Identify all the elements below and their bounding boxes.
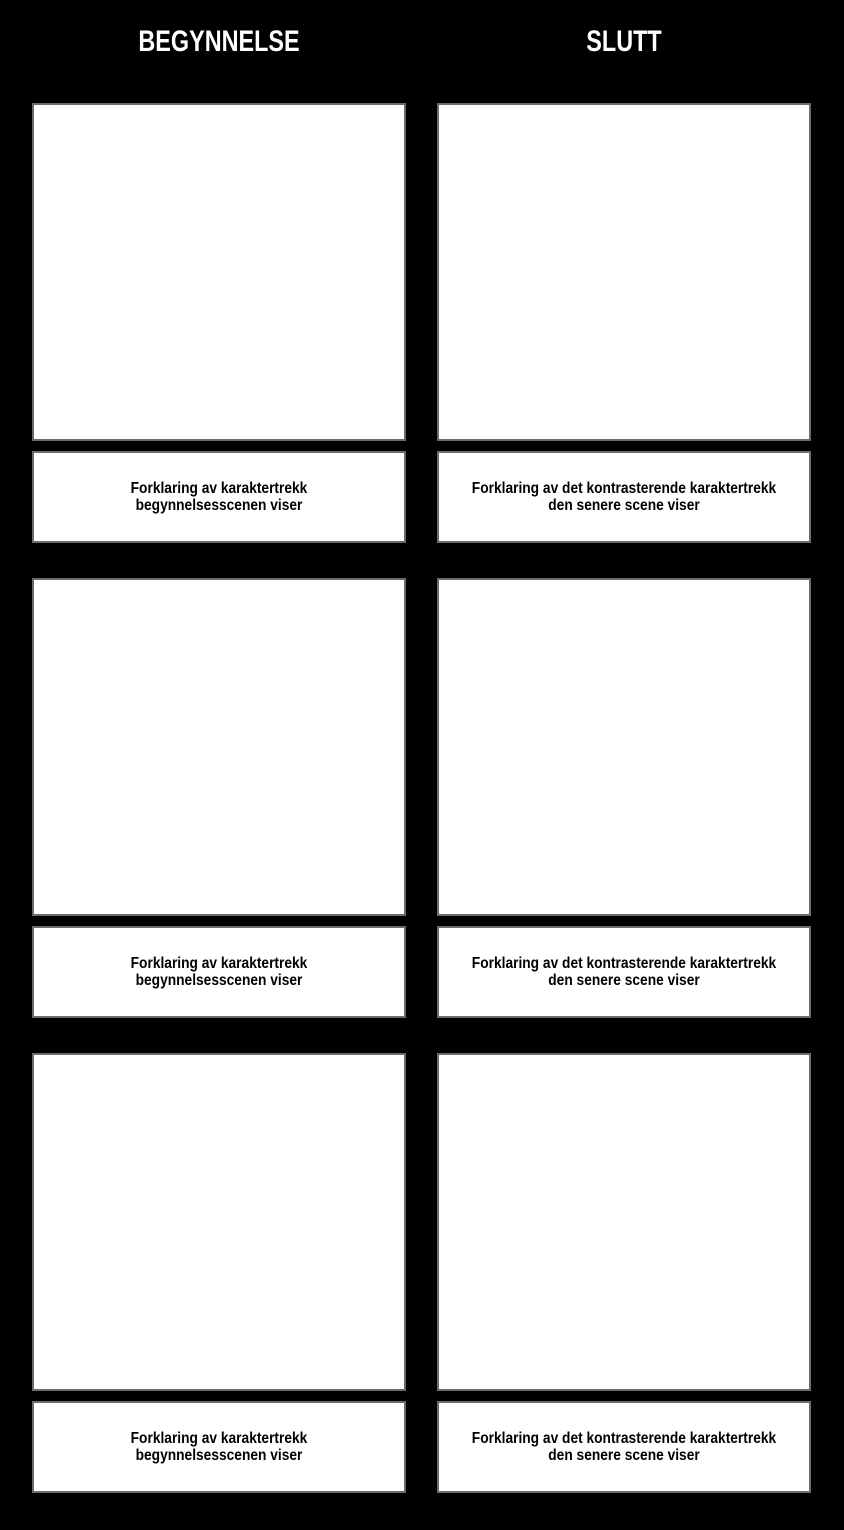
column-title-begynnelse: BEGYNNELSE <box>138 25 300 58</box>
caption-cell-row3-right[interactable] <box>437 1401 811 1493</box>
caption-text: Forklaring av karaktertrekk begynnelsesscenen viser <box>130 955 308 989</box>
caption-cell-row2-left[interactable] <box>32 926 406 1018</box>
caption-cell-row3-left[interactable] <box>32 1401 406 1493</box>
image-cell-row2-right[interactable] <box>437 578 811 916</box>
caption-text: Forklaring av det kontrasterende karaktertrekk den senere scene viser <box>471 955 777 989</box>
caption-text: Forklaring av det kontrasterende karaktertrekk den senere scene viser <box>471 1430 777 1464</box>
caption-text: Forklaring av det kontrasterende karaktertrekk den senere scene viser <box>471 480 777 514</box>
image-cell-row3-left[interactable] <box>32 1053 406 1391</box>
caption-cell-row1-left[interactable] <box>32 451 406 543</box>
image-cell-row3-right[interactable] <box>437 1053 811 1391</box>
image-cell-row2-left[interactable] <box>32 578 406 916</box>
caption-text: Forklaring av karaktertrekk begynnelsesscenen viser <box>130 480 308 514</box>
column-title-slutt: SLUTT <box>586 25 662 58</box>
image-cell-row1-left[interactable] <box>32 103 406 441</box>
caption-cell-row1-right[interactable] <box>437 451 811 543</box>
caption-text: Forklaring av karaktertrekk begynnelsesscenen viser <box>130 1430 308 1464</box>
image-cell-row1-right[interactable] <box>437 103 811 441</box>
caption-cell-row2-right[interactable] <box>437 926 811 1018</box>
